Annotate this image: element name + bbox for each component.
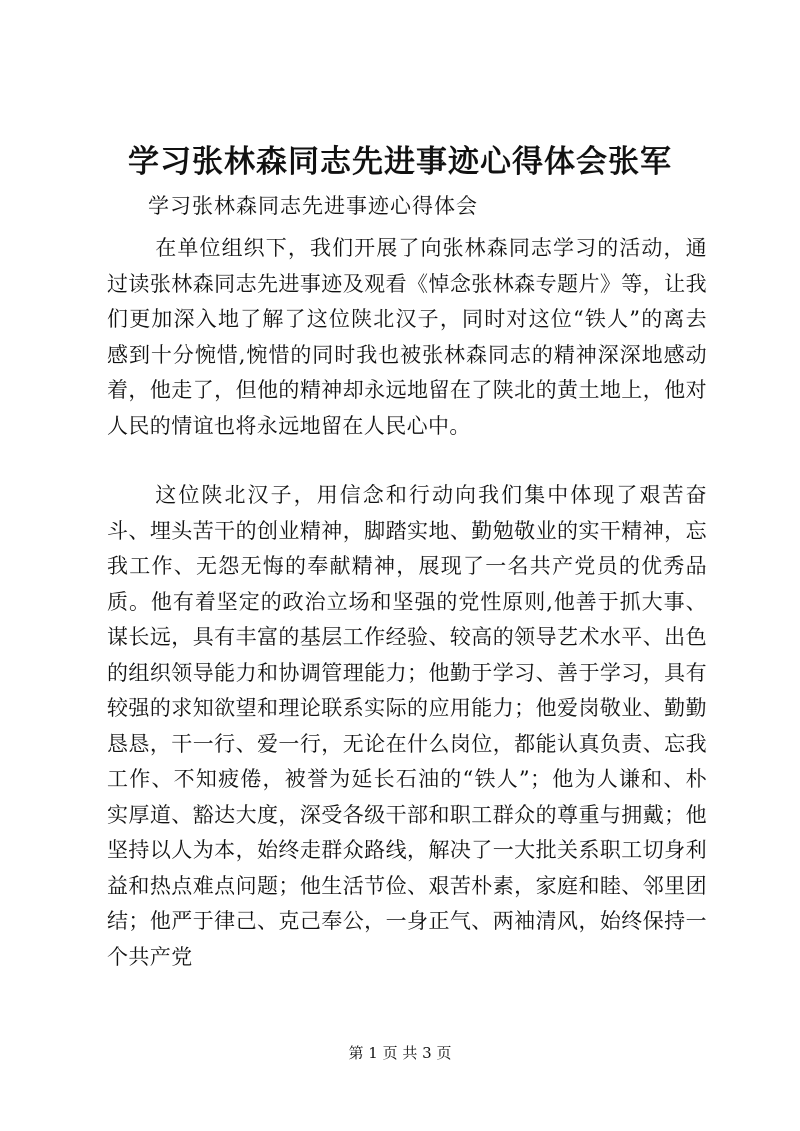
page-title: 学习张林森同志先进事迹心得体会张军 [128,144,672,180]
paragraph-2: 这位陕北汉子，用信念和行动向我们集中体现了艰苦奋斗、埋头苦干的创业精神，脚踏实地、勤勉敬业的实干精神，忘我工作、无怨无悔的奉献精神，展现了一名共产党员的优秀品质。他有着坚定的政治立场和坚强的党性原则,他善于抓大事、谋长远，具有丰富的基层工作经验、较高的领导艺术水平、出色的组织领导能力和协调管理能力；他勤于学习、善于学习，具有较强的求知欲望和理论联系实际的应用能力；他爱岗敬业、勤勤恳恳，干一行、爱一行，无论在什么岗位，都能认真负责、忘我工作、不知疲倦，被誉为延长石油的“铁人”；他为人谦和、朴实厚道、豁达大度，深受各级干部和职工群众的尊重与拥戴；他坚持以人为本，始终走群众路线，解决了一大批关系职工切身利益和热点难点问题；他生活节俭、艰苦朴素，家庭和睦、邻里团结；他严于律己、克己奉公，一身正气、两袖清风，始终保持一个共产党 [107,483,707,969]
paragraph-1: 在单位组织下，我们开展了向张林森同志学习的活动，通过读张林森同志先进事迹及观看《悼念张林森专题片》等，让我们更加深入地了解了这位陕北汉子，同时对这位“铁人”的离去感到十分惋惜,惋惜的同时我也被张林森同志的精神深深地感动着，他走了，但他的精神却永远地留在了陕北的黄土地上，他对人民的情谊也将永远地留在人民心中。 [107,236,707,438]
document-subtitle: 学习张林森同志先进事迹心得体会 [148,194,478,218]
page-number-footer: 第 1 页 共 3 页 [348,1044,452,1062]
